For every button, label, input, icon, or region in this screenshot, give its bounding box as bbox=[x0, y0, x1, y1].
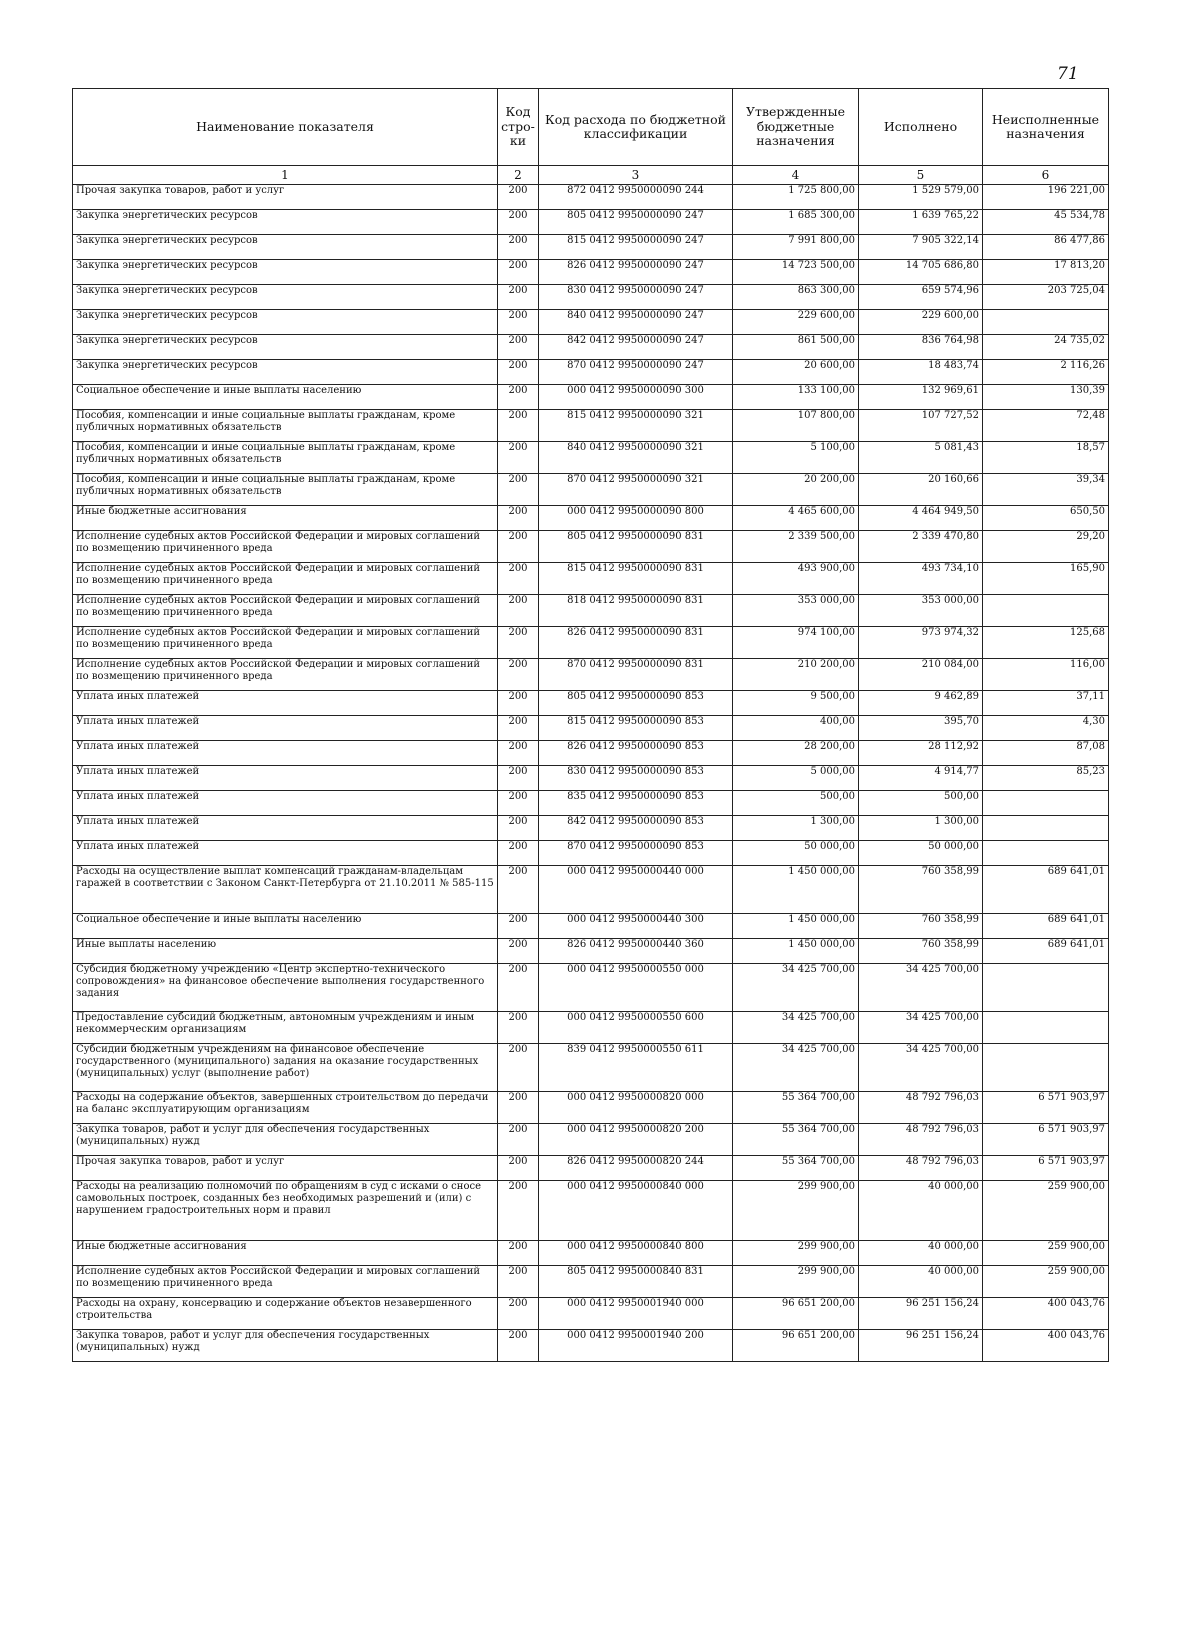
row-line-code: 200 bbox=[498, 716, 539, 741]
budget-execution-table bbox=[72, 88, 1109, 1362]
table-row bbox=[73, 866, 1109, 914]
row-line-code: 200 bbox=[498, 1124, 539, 1156]
row-approved: 107 800,00 bbox=[733, 410, 859, 442]
row-approved: 353 000,00 bbox=[733, 595, 859, 627]
row-line-code: 200 bbox=[498, 964, 539, 1012]
row-unexecuted bbox=[983, 310, 1109, 335]
column-number: 5 bbox=[859, 166, 983, 185]
row-name: Исполнение судебных актов Российской Федерации и мировых соглашений по возмещению причиненного вреда bbox=[73, 531, 498, 563]
row-budget-code: 805 0412 9950000090 853 bbox=[539, 691, 733, 716]
row-line-code: 200 bbox=[498, 442, 539, 474]
row-name: Закупка энергетических ресурсов bbox=[73, 210, 498, 235]
row-line-code: 200 bbox=[498, 1181, 539, 1241]
table-row bbox=[73, 1044, 1109, 1092]
table-row bbox=[73, 531, 1109, 563]
row-budget-code: 830 0412 9950000090 853 bbox=[539, 766, 733, 791]
row-line-code: 200 bbox=[498, 816, 539, 841]
row-line-code: 200 bbox=[498, 474, 539, 506]
row-approved: 133 100,00 bbox=[733, 385, 859, 410]
row-name: Закупка товаров, работ и услуг для обеспечения государственных (муниципальных) нужд bbox=[73, 1124, 498, 1156]
row-name: Пособия, компенсации и иные социальные выплаты гражданам, кроме публичных нормативных обязательств bbox=[73, 474, 498, 506]
row-budget-code: 826 0412 9950000090 853 bbox=[539, 741, 733, 766]
row-name: Расходы на реализацию полномочий по обращениям в суд с исками о сносе самовольных построек, созданных без необходимых разрешений и (или) с нарушением градостроительных норм и правил bbox=[73, 1181, 498, 1241]
row-budget-code: 870 0412 9950000090 321 bbox=[539, 474, 733, 506]
row-executed: 14 705 686,80 bbox=[859, 260, 983, 285]
row-approved: 55 364 700,00 bbox=[733, 1156, 859, 1181]
row-unexecuted: 689 641,01 bbox=[983, 939, 1109, 964]
header-row bbox=[73, 89, 1109, 166]
row-approved: 96 651 200,00 bbox=[733, 1330, 859, 1362]
row-approved: 5 000,00 bbox=[733, 766, 859, 791]
row-name: Субсидия бюджетному учреждению «Центр экспертно-технического сопровождения» на финансовое обеспечение выполнения государственного задания bbox=[73, 964, 498, 1012]
row-budget-code: 826 0412 9950000090 831 bbox=[539, 627, 733, 659]
header-line-code: Код стро-ки bbox=[498, 89, 539, 166]
table-row bbox=[73, 474, 1109, 506]
row-unexecuted: 116,00 bbox=[983, 659, 1109, 691]
row-unexecuted bbox=[983, 816, 1109, 841]
row-executed: 5 081,43 bbox=[859, 442, 983, 474]
row-unexecuted: 6 571 903,97 bbox=[983, 1124, 1109, 1156]
row-executed: 760 358,99 bbox=[859, 939, 983, 964]
row-approved: 14 723 500,00 bbox=[733, 260, 859, 285]
row-line-code: 200 bbox=[498, 1092, 539, 1124]
row-approved: 861 500,00 bbox=[733, 335, 859, 360]
column-number-row bbox=[73, 166, 1109, 185]
row-executed: 50 000,00 bbox=[859, 841, 983, 866]
row-line-code: 200 bbox=[498, 235, 539, 260]
header-unexecuted-appropriations: Неисполненные назначения bbox=[983, 89, 1109, 166]
row-budget-code: 826 0412 9950000820 244 bbox=[539, 1156, 733, 1181]
table-row bbox=[73, 563, 1109, 595]
row-approved: 210 200,00 bbox=[733, 659, 859, 691]
row-name: Закупка энергетических ресурсов bbox=[73, 310, 498, 335]
row-approved: 299 900,00 bbox=[733, 1181, 859, 1241]
table-row bbox=[73, 1156, 1109, 1181]
row-line-code: 200 bbox=[498, 766, 539, 791]
table-row bbox=[73, 1124, 1109, 1156]
row-unexecuted: 6 571 903,97 bbox=[983, 1156, 1109, 1181]
row-approved: 7 991 800,00 bbox=[733, 235, 859, 260]
row-budget-code: 815 0412 9950000090 831 bbox=[539, 563, 733, 595]
row-unexecuted: 86 477,86 bbox=[983, 235, 1109, 260]
row-approved: 34 425 700,00 bbox=[733, 1012, 859, 1044]
table-row bbox=[73, 914, 1109, 939]
row-approved: 299 900,00 bbox=[733, 1266, 859, 1298]
row-line-code: 200 bbox=[498, 563, 539, 595]
row-name: Социальное обеспечение и иные выплаты населению bbox=[73, 385, 498, 410]
row-budget-code: 830 0412 9950000090 247 bbox=[539, 285, 733, 310]
row-approved: 863 300,00 bbox=[733, 285, 859, 310]
row-budget-code: 840 0412 9950000090 247 bbox=[539, 310, 733, 335]
header-executed: Исполнено bbox=[859, 89, 983, 166]
row-executed: 40 000,00 bbox=[859, 1241, 983, 1266]
row-unexecuted: 400 043,76 bbox=[983, 1298, 1109, 1330]
row-name: Иные выплаты населению bbox=[73, 939, 498, 964]
row-budget-code: 000 0412 9950000550 600 bbox=[539, 1012, 733, 1044]
row-unexecuted bbox=[983, 841, 1109, 866]
row-approved: 400,00 bbox=[733, 716, 859, 741]
row-budget-code: 000 0412 9950000820 000 bbox=[539, 1092, 733, 1124]
row-approved: 1 450 000,00 bbox=[733, 866, 859, 914]
row-approved: 50 000,00 bbox=[733, 841, 859, 866]
row-name: Уплата иных платежей bbox=[73, 716, 498, 741]
table-row bbox=[73, 1092, 1109, 1124]
row-budget-code: 815 0412 9950000090 321 bbox=[539, 410, 733, 442]
row-line-code: 200 bbox=[498, 659, 539, 691]
row-executed: 229 600,00 bbox=[859, 310, 983, 335]
row-approved: 1 685 300,00 bbox=[733, 210, 859, 235]
row-approved: 28 200,00 bbox=[733, 741, 859, 766]
row-unexecuted: 259 900,00 bbox=[983, 1241, 1109, 1266]
row-budget-code: 870 0412 9950000090 247 bbox=[539, 360, 733, 385]
row-unexecuted: 689 641,01 bbox=[983, 866, 1109, 914]
row-unexecuted bbox=[983, 1044, 1109, 1092]
row-budget-code: 805 0412 9950000090 247 bbox=[539, 210, 733, 235]
row-name: Социальное обеспечение и иные выплаты населению bbox=[73, 914, 498, 939]
row-unexecuted: 4,30 bbox=[983, 716, 1109, 741]
row-budget-code: 818 0412 9950000090 831 bbox=[539, 595, 733, 627]
row-approved: 55 364 700,00 bbox=[733, 1124, 859, 1156]
row-executed: 9 462,89 bbox=[859, 691, 983, 716]
table-row bbox=[73, 791, 1109, 816]
table-row bbox=[73, 716, 1109, 741]
row-unexecuted: 72,48 bbox=[983, 410, 1109, 442]
row-budget-code: 000 0412 9950000840 000 bbox=[539, 1181, 733, 1241]
row-approved: 34 425 700,00 bbox=[733, 964, 859, 1012]
row-line-code: 200 bbox=[498, 310, 539, 335]
row-line-code: 200 bbox=[498, 939, 539, 964]
row-executed: 96 251 156,24 bbox=[859, 1330, 983, 1362]
row-budget-code: 000 0412 9950000090 800 bbox=[539, 506, 733, 531]
row-executed: 34 425 700,00 bbox=[859, 1012, 983, 1044]
row-name: Иные бюджетные ассигнования bbox=[73, 1241, 498, 1266]
table-row bbox=[73, 285, 1109, 310]
row-unexecuted: 85,23 bbox=[983, 766, 1109, 791]
row-budget-code: 000 0412 9950000840 800 bbox=[539, 1241, 733, 1266]
row-line-code: 200 bbox=[498, 595, 539, 627]
row-name: Пособия, компенсации и иные социальные выплаты гражданам, кроме публичных нормативных обязательств bbox=[73, 410, 498, 442]
table-row bbox=[73, 385, 1109, 410]
table-row bbox=[73, 1330, 1109, 1362]
table-row bbox=[73, 1298, 1109, 1330]
row-approved: 500,00 bbox=[733, 791, 859, 816]
row-name: Исполнение судебных актов Российской Федерации и мировых соглашений по возмещению причиненного вреда bbox=[73, 563, 498, 595]
row-executed: 7 905 322,14 bbox=[859, 235, 983, 260]
row-unexecuted: 259 900,00 bbox=[983, 1266, 1109, 1298]
row-unexecuted: 203 725,04 bbox=[983, 285, 1109, 310]
row-unexecuted: 45 534,78 bbox=[983, 210, 1109, 235]
row-unexecuted bbox=[983, 964, 1109, 1012]
table-row bbox=[73, 766, 1109, 791]
row-approved: 299 900,00 bbox=[733, 1241, 859, 1266]
row-name: Исполнение судебных актов Российской Федерации и мировых соглашений по возмещению причиненного вреда bbox=[73, 1266, 498, 1298]
row-budget-code: 815 0412 9950000090 247 bbox=[539, 235, 733, 260]
row-name: Исполнение судебных актов Российской Федерации и мировых соглашений по возмещению причиненного вреда bbox=[73, 627, 498, 659]
table-row bbox=[73, 659, 1109, 691]
row-name: Закупка товаров, работ и услуг для обеспечения государственных (муниципальных) нужд bbox=[73, 1330, 498, 1362]
page-number: 71 bbox=[1057, 64, 1079, 84]
row-name: Прочая закупка товаров, работ и услуг bbox=[73, 185, 498, 210]
row-unexecuted: 18,57 bbox=[983, 442, 1109, 474]
row-executed: 107 727,52 bbox=[859, 410, 983, 442]
row-executed: 40 000,00 bbox=[859, 1181, 983, 1241]
row-approved: 1 450 000,00 bbox=[733, 914, 859, 939]
row-budget-code: 000 0412 9950000090 300 bbox=[539, 385, 733, 410]
row-executed: 493 734,10 bbox=[859, 563, 983, 595]
row-budget-code: 842 0412 9950000090 247 bbox=[539, 335, 733, 360]
row-approved: 1 725 800,00 bbox=[733, 185, 859, 210]
row-approved: 493 900,00 bbox=[733, 563, 859, 595]
row-line-code: 200 bbox=[498, 1241, 539, 1266]
row-name: Уплата иных платежей bbox=[73, 741, 498, 766]
row-executed: 28 112,92 bbox=[859, 741, 983, 766]
row-executed: 395,70 bbox=[859, 716, 983, 741]
row-executed: 48 792 796,03 bbox=[859, 1092, 983, 1124]
row-approved: 9 500,00 bbox=[733, 691, 859, 716]
row-unexecuted bbox=[983, 1012, 1109, 1044]
row-unexecuted: 39,34 bbox=[983, 474, 1109, 506]
table-row bbox=[73, 260, 1109, 285]
row-executed: 1 529 579,00 bbox=[859, 185, 983, 210]
row-unexecuted: 400 043,76 bbox=[983, 1330, 1109, 1362]
row-executed: 20 160,66 bbox=[859, 474, 983, 506]
table-row bbox=[73, 939, 1109, 964]
header-budget-classification-code: Код расхода по бюджетной классификации bbox=[539, 89, 733, 166]
table-row bbox=[73, 235, 1109, 260]
row-name: Уплата иных платежей bbox=[73, 766, 498, 791]
row-budget-code: 000 0412 9950000440 000 bbox=[539, 866, 733, 914]
row-executed: 1 300,00 bbox=[859, 816, 983, 841]
row-name: Закупка энергетических ресурсов bbox=[73, 235, 498, 260]
table-row bbox=[73, 360, 1109, 385]
row-name: Пособия, компенсации и иные социальные выплаты гражданам, кроме публичных нормативных обязательств bbox=[73, 442, 498, 474]
row-unexecuted bbox=[983, 791, 1109, 816]
row-budget-code: 839 0412 9950000550 611 bbox=[539, 1044, 733, 1092]
row-unexecuted: 6 571 903,97 bbox=[983, 1092, 1109, 1124]
row-budget-code: 842 0412 9950000090 853 bbox=[539, 816, 733, 841]
row-name: Исполнение судебных актов Российской Федерации и мировых соглашений по возмещению причиненного вреда bbox=[73, 659, 498, 691]
row-line-code: 200 bbox=[498, 410, 539, 442]
row-budget-code: 840 0412 9950000090 321 bbox=[539, 442, 733, 474]
row-approved: 34 425 700,00 bbox=[733, 1044, 859, 1092]
row-approved: 974 100,00 bbox=[733, 627, 859, 659]
row-unexecuted: 130,39 bbox=[983, 385, 1109, 410]
table-row bbox=[73, 506, 1109, 531]
table-row bbox=[73, 210, 1109, 235]
table-body bbox=[73, 185, 1109, 1362]
row-line-code: 200 bbox=[498, 1298, 539, 1330]
row-budget-code: 826 0412 9950000440 360 bbox=[539, 939, 733, 964]
row-budget-code: 805 0412 9950000090 831 bbox=[539, 531, 733, 563]
row-line-code: 200 bbox=[498, 841, 539, 866]
row-executed: 500,00 bbox=[859, 791, 983, 816]
row-executed: 836 764,98 bbox=[859, 335, 983, 360]
table-row bbox=[73, 841, 1109, 866]
row-budget-code: 870 0412 9950000090 831 bbox=[539, 659, 733, 691]
row-name: Прочая закупка товаров, работ и услуг bbox=[73, 1156, 498, 1181]
column-number: 6 bbox=[983, 166, 1109, 185]
row-approved: 2 339 500,00 bbox=[733, 531, 859, 563]
row-budget-code: 000 0412 9950001940 200 bbox=[539, 1330, 733, 1362]
row-line-code: 200 bbox=[498, 1330, 539, 1362]
row-executed: 48 792 796,03 bbox=[859, 1156, 983, 1181]
row-unexecuted: 196 221,00 bbox=[983, 185, 1109, 210]
row-line-code: 200 bbox=[498, 531, 539, 563]
row-approved: 20 200,00 bbox=[733, 474, 859, 506]
row-executed: 34 425 700,00 bbox=[859, 964, 983, 1012]
table-row bbox=[73, 442, 1109, 474]
row-line-code: 200 bbox=[498, 1266, 539, 1298]
row-executed: 760 358,99 bbox=[859, 914, 983, 939]
row-executed: 760 358,99 bbox=[859, 866, 983, 914]
row-unexecuted: 689 641,01 bbox=[983, 914, 1109, 939]
row-unexecuted: 165,90 bbox=[983, 563, 1109, 595]
table-row bbox=[73, 1266, 1109, 1298]
table-row bbox=[73, 1012, 1109, 1044]
row-executed: 34 425 700,00 bbox=[859, 1044, 983, 1092]
row-budget-code: 815 0412 9950000090 853 bbox=[539, 716, 733, 741]
row-executed: 4 464 949,50 bbox=[859, 506, 983, 531]
table-row bbox=[73, 741, 1109, 766]
row-name: Расходы на охрану, консервацию и содержание объектов незавершенного строительства bbox=[73, 1298, 498, 1330]
table-row bbox=[73, 185, 1109, 210]
row-executed: 210 084,00 bbox=[859, 659, 983, 691]
row-approved: 1 300,00 bbox=[733, 816, 859, 841]
row-approved: 229 600,00 bbox=[733, 310, 859, 335]
row-line-code: 200 bbox=[498, 791, 539, 816]
row-name: Расходы на содержание объектов, завершенных строительством до передачи на баланс эксплуатирующим организациям bbox=[73, 1092, 498, 1124]
row-unexecuted bbox=[983, 595, 1109, 627]
table-row bbox=[73, 691, 1109, 716]
row-name: Закупка энергетических ресурсов bbox=[73, 285, 498, 310]
table-row bbox=[73, 335, 1109, 360]
row-budget-code: 000 0412 9950000550 000 bbox=[539, 964, 733, 1012]
row-line-code: 200 bbox=[498, 385, 539, 410]
header-approved-appropriations: Утвержденные бюджетные назначения bbox=[733, 89, 859, 166]
row-line-code: 200 bbox=[498, 1156, 539, 1181]
row-budget-code: 835 0412 9950000090 853 bbox=[539, 791, 733, 816]
row-name: Закупка энергетических ресурсов bbox=[73, 360, 498, 385]
row-line-code: 200 bbox=[498, 506, 539, 531]
table-row bbox=[73, 964, 1109, 1012]
table-row bbox=[73, 816, 1109, 841]
table-row bbox=[73, 310, 1109, 335]
row-budget-code: 872 0412 9950000090 244 bbox=[539, 185, 733, 210]
row-line-code: 200 bbox=[498, 185, 539, 210]
row-name: Закупка энергетических ресурсов bbox=[73, 260, 498, 285]
row-line-code: 200 bbox=[498, 1012, 539, 1044]
row-name: Субсидии бюджетным учреждениям на финансовое обеспечение государственного (муниципального) задания на оказание государственных (муниципальных) услуг (выполнение работ) bbox=[73, 1044, 498, 1092]
row-budget-code: 000 0412 9950001940 000 bbox=[539, 1298, 733, 1330]
table-row bbox=[73, 1181, 1109, 1241]
row-unexecuted: 24 735,02 bbox=[983, 335, 1109, 360]
table-row bbox=[73, 410, 1109, 442]
row-name: Уплата иных платежей bbox=[73, 841, 498, 866]
row-executed: 353 000,00 bbox=[859, 595, 983, 627]
row-line-code: 200 bbox=[498, 866, 539, 914]
row-unexecuted: 37,11 bbox=[983, 691, 1109, 716]
row-executed: 659 574,96 bbox=[859, 285, 983, 310]
row-executed: 132 969,61 bbox=[859, 385, 983, 410]
row-budget-code: 826 0412 9950000090 247 bbox=[539, 260, 733, 285]
row-line-code: 200 bbox=[498, 914, 539, 939]
column-number: 2 bbox=[498, 166, 539, 185]
row-line-code: 200 bbox=[498, 627, 539, 659]
row-unexecuted: 17 813,20 bbox=[983, 260, 1109, 285]
row-budget-code: 805 0412 9950000840 831 bbox=[539, 1266, 733, 1298]
row-name: Расходы на осуществление выплат компенсаций гражданам-владельцам гаражей в соответствии с Законом Санкт-Петербурга от 21.10.2011 № 585-115 bbox=[73, 866, 498, 914]
row-name: Иные бюджетные ассигнования bbox=[73, 506, 498, 531]
column-number: 1 bbox=[73, 166, 498, 185]
row-approved: 20 600,00 bbox=[733, 360, 859, 385]
row-approved: 96 651 200,00 bbox=[733, 1298, 859, 1330]
table-row bbox=[73, 1241, 1109, 1266]
row-unexecuted: 259 900,00 bbox=[983, 1181, 1109, 1241]
row-name: Уплата иных платежей bbox=[73, 816, 498, 841]
row-unexecuted: 650,50 bbox=[983, 506, 1109, 531]
table-row bbox=[73, 595, 1109, 627]
row-unexecuted: 87,08 bbox=[983, 741, 1109, 766]
row-budget-code: 000 0412 9950000820 200 bbox=[539, 1124, 733, 1156]
row-approved: 55 364 700,00 bbox=[733, 1092, 859, 1124]
row-unexecuted: 29,20 bbox=[983, 531, 1109, 563]
row-budget-code: 000 0412 9950000440 300 bbox=[539, 914, 733, 939]
row-line-code: 200 bbox=[498, 335, 539, 360]
row-line-code: 200 bbox=[498, 260, 539, 285]
row-executed: 973 974,32 bbox=[859, 627, 983, 659]
row-unexecuted: 2 116,26 bbox=[983, 360, 1109, 385]
header-indicator-name: Наименование показателя bbox=[73, 89, 498, 166]
row-approved: 5 100,00 bbox=[733, 442, 859, 474]
row-line-code: 200 bbox=[498, 360, 539, 385]
row-line-code: 200 bbox=[498, 691, 539, 716]
row-line-code: 200 bbox=[498, 1044, 539, 1092]
row-name: Исполнение судебных актов Российской Федерации и мировых соглашений по возмещению причиненного вреда bbox=[73, 595, 498, 627]
row-name: Уплата иных платежей bbox=[73, 791, 498, 816]
row-line-code: 200 bbox=[498, 741, 539, 766]
row-executed: 2 339 470,80 bbox=[859, 531, 983, 563]
row-executed: 4 914,77 bbox=[859, 766, 983, 791]
row-name: Предоставление субсидий бюджетным, автономным учреждениям и иным некоммерческим организациям bbox=[73, 1012, 498, 1044]
row-unexecuted: 125,68 bbox=[983, 627, 1109, 659]
column-number: 4 bbox=[733, 166, 859, 185]
row-executed: 1 639 765,22 bbox=[859, 210, 983, 235]
row-approved: 4 465 600,00 bbox=[733, 506, 859, 531]
table-row bbox=[73, 627, 1109, 659]
row-budget-code: 870 0412 9950000090 853 bbox=[539, 841, 733, 866]
row-approved: 1 450 000,00 bbox=[733, 939, 859, 964]
row-name: Закупка энергетических ресурсов bbox=[73, 335, 498, 360]
row-executed: 18 483,74 bbox=[859, 360, 983, 385]
row-executed: 40 000,00 bbox=[859, 1266, 983, 1298]
row-executed: 96 251 156,24 bbox=[859, 1298, 983, 1330]
row-line-code: 200 bbox=[498, 210, 539, 235]
row-name: Уплата иных платежей bbox=[73, 691, 498, 716]
column-number: 3 bbox=[539, 166, 733, 185]
row-executed: 48 792 796,03 bbox=[859, 1124, 983, 1156]
row-line-code: 200 bbox=[498, 285, 539, 310]
